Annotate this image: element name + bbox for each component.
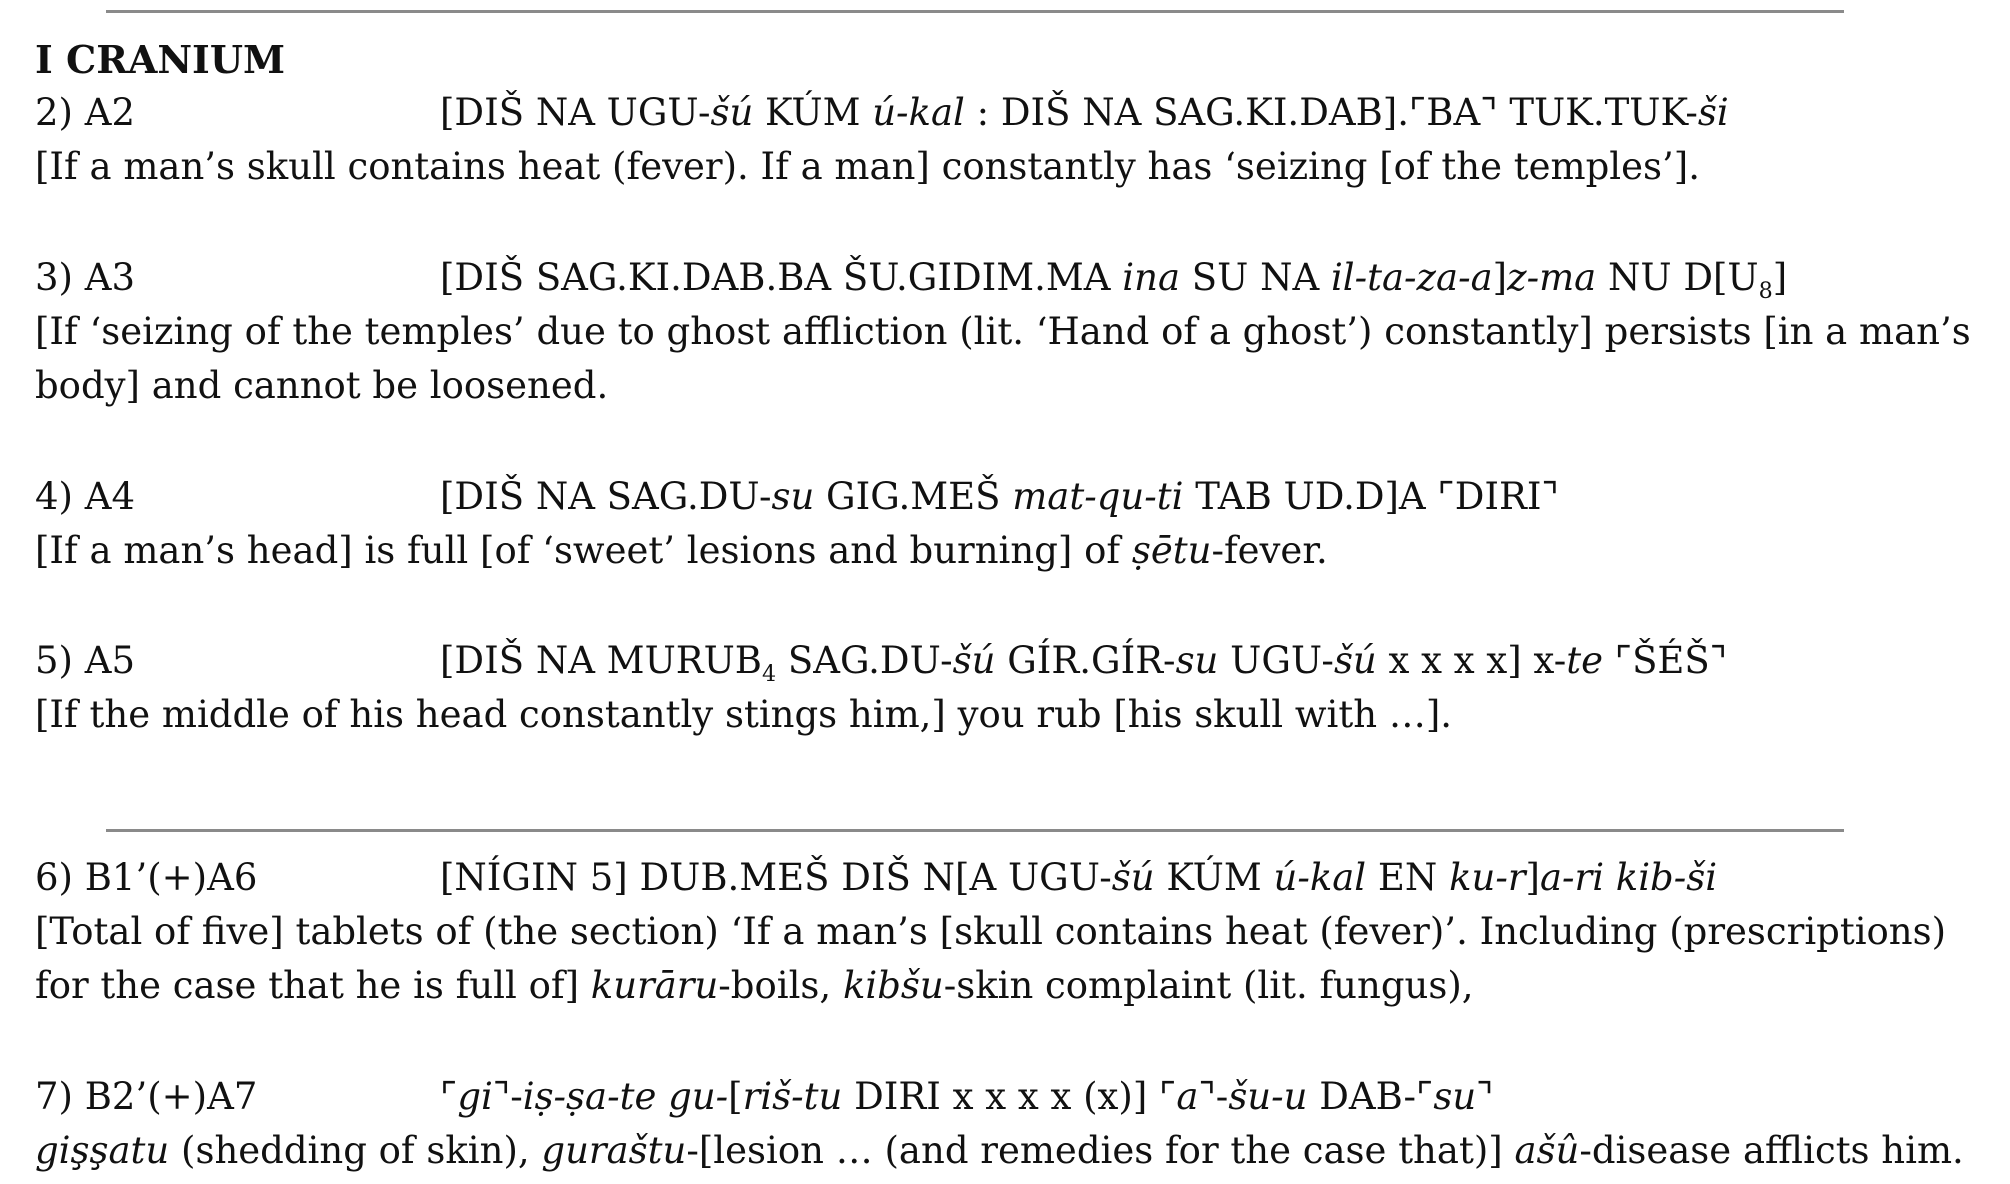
entry-header [35,851,1995,905]
entry-label: 2) A2 [35,91,135,134]
entry-2 [35,86,1995,194]
entry-transliteration: [NÍGIN 5] DUB.MEŠ DIŠ N[A UGU-šú KÚM ú-kal EN ku-r]a-ri kib-ši [440,856,1718,899]
entry-translation: [If ‘seizing of the temples’ due to ghost affliction (lit. ‘Hand of a ghost’) constantly] persists [in a man’s body] and cannot be loosened. [35,310,1971,407]
entry-header [35,251,1995,305]
entry-transliteration: [DIŠ NA SAG.DU-su GIG.MEŠ mat-qu-ti TAB UD.D]A ⌜DIRI⌝ [440,475,1559,518]
entry-translation: gişşatu (shedding of skin), guraštu-[lesion … (and remedies for the case that)] ašû-disease afflicts him. [35,1129,1964,1172]
entry-6 [35,851,1995,1013]
entry-5 [35,634,1995,742]
entry-header [35,634,1995,688]
entry-label: 7) B2’(+)A7 [35,1075,258,1118]
entry-header [35,1070,1995,1124]
entry-transliteration: [DIŠ SAG.KI.DAB.BA ŠU.GIDIM.MA ina SU NA il-ta-za-a]z-ma NU $D[U_8]$ [440,256,1788,304]
entry-label: 3) A3 [35,256,135,299]
top-divider [106,10,1844,13]
section-heading: I CRANIUM [35,37,286,82]
entry-7 [35,1070,1995,1178]
entry-transliteration: [DIŠ NA UGU-šú KÚM ú-kal : DIŠ NA SAG.KI.DAB].⌜BA⌝ TUK.TUK-ši [440,91,1729,134]
section-divider [106,829,1844,832]
entry-label: 5) A5 [35,639,135,682]
entry-translation: [Total of five] tablets of (the section) ‘If a man’s [skull contains heat (fever)’. Including (prescriptions) for the case that he is full of] kurāru-boils, kibšu-skin complaint (lit. fungus), [35,910,1947,1007]
entry-label: 6) B1’(+)A6 [35,856,258,899]
entry-4 [35,470,1995,578]
entry-transliteration: [DIŠ NA $MURUB_4$ SAG.DU-šú GÍR.GÍR-su UGU-šú x x x x] x-te ⌜ŠÉŠ⌝ [440,639,1728,687]
entry-header [35,470,1995,524]
entry-3 [35,251,1995,413]
entry-label: 4) A4 [35,475,135,518]
entry-transliteration: ⌜gi⌝-iṣ-ṣa-te gu-[riš-tu DIRI x x x x (x)] ⌜a⌝-šu-u DAB-⌜su⌝ [440,1075,1494,1118]
entry-translation: [If a man’s skull contains heat (fever). If a man] constantly has ‘seizing [of the temples’]. [35,145,1700,188]
entry-header [35,86,1995,140]
entry-translation: [If the middle of his head constantly stings him,] you rub [his skull with …]. [35,693,1453,736]
entry-translation: [If a man’s head] is full [of ‘sweet’ lesions and burning] of ṣētu-fever. [35,529,1328,572]
